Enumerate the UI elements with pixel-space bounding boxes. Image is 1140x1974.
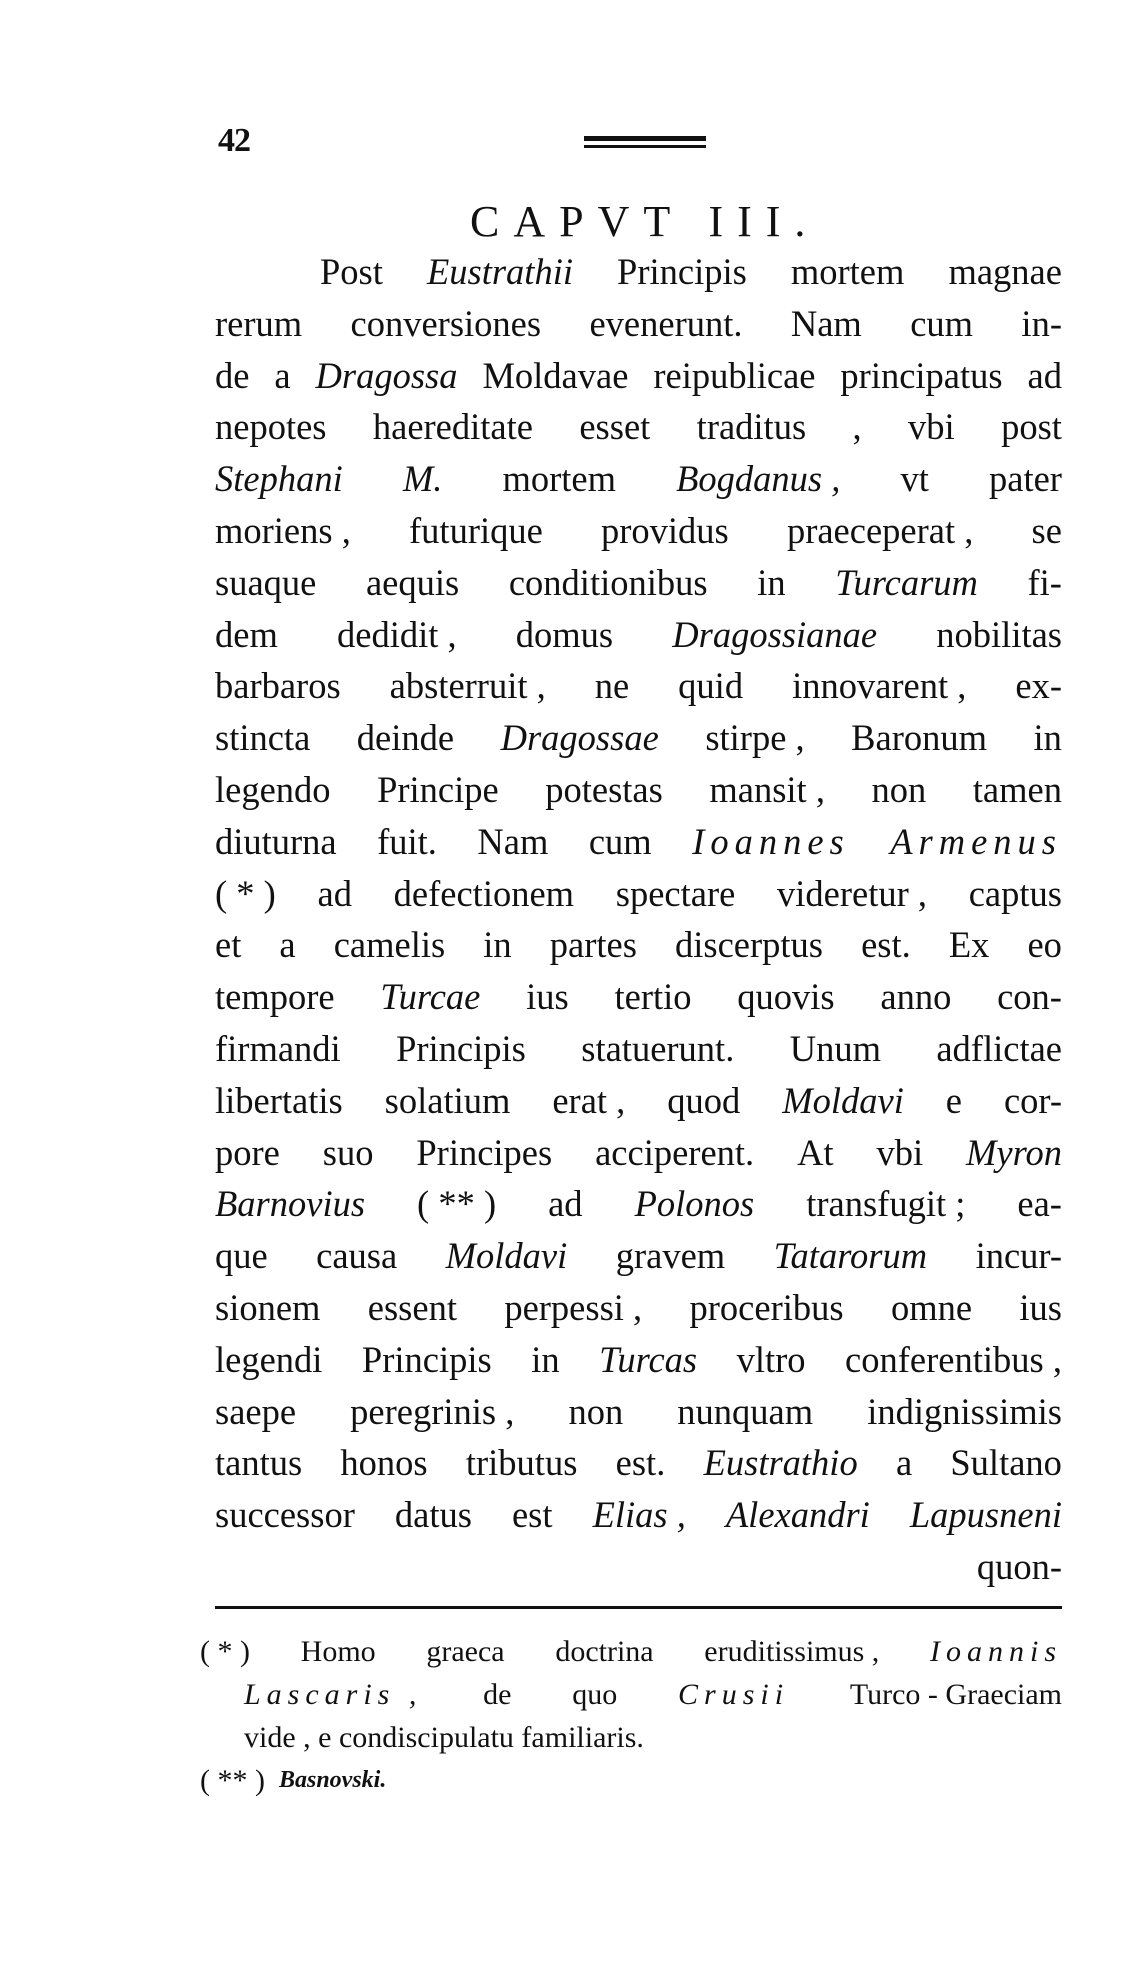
word: futurique (409, 509, 543, 551)
word: partes (549, 924, 637, 966)
text-line (215, 1023, 1062, 1075)
header-ornament-rule (584, 136, 706, 150)
word: quovis (737, 976, 835, 1018)
footnote-word: eruditissimus , (704, 1635, 880, 1668)
word: moriens , (215, 509, 351, 551)
word: in (1033, 717, 1062, 759)
footnotes-block (200, 1630, 1062, 1802)
word: Post (320, 251, 383, 292)
word: fuit. (377, 820, 437, 862)
text-line (215, 868, 1062, 920)
word: ius (526, 976, 569, 1018)
text-line (215, 453, 1062, 505)
word: Principe (377, 768, 499, 810)
footnote-1-line-3 (200, 1716, 1062, 1759)
word: esset (579, 406, 651, 448)
text-line (215, 350, 1062, 402)
word: Principes (416, 1131, 553, 1173)
word: non (568, 1390, 624, 1432)
word: haereditate (372, 406, 533, 448)
word: Principis (617, 251, 747, 292)
word: legendo (215, 768, 331, 810)
word: vbi (908, 406, 955, 448)
word: conversiones (350, 302, 542, 344)
text-line (215, 505, 1062, 557)
text-line (215, 1489, 1062, 1541)
word: principatus (840, 354, 1003, 396)
word: conditionibus (508, 561, 708, 603)
text-line (215, 401, 1062, 453)
text-line (215, 1334, 1062, 1386)
word: Armenus (890, 820, 1062, 862)
word: captus (968, 872, 1062, 914)
word: deinde (356, 717, 455, 759)
text-line (215, 971, 1062, 1023)
text-line (215, 712, 1062, 764)
word: mortem (502, 458, 617, 500)
word: domus (515, 613, 614, 655)
word: Turcae (380, 976, 481, 1018)
text-line (215, 764, 1062, 816)
word: Alexandri (725, 1494, 870, 1536)
word: videretur , (777, 872, 928, 914)
word: cum (910, 302, 974, 344)
word: nepotes (215, 406, 327, 448)
word: discerptus (674, 924, 823, 966)
footnote-word: doctrina (555, 1635, 654, 1668)
word: potestas (545, 768, 663, 810)
word: Turcas (599, 1338, 698, 1380)
word: Eustrathio (703, 1442, 858, 1484)
word: peregrinis , (350, 1390, 515, 1432)
word: Myron (966, 1131, 1062, 1173)
text-line (215, 1437, 1062, 1489)
word: nunquam (677, 1390, 814, 1432)
word: Ex (948, 924, 990, 966)
word: solatium (384, 1079, 511, 1121)
word: que (215, 1235, 268, 1277)
footnote-word: Turco - Graeciam (849, 1678, 1062, 1711)
word: Baronum (851, 717, 988, 759)
word: Sultano (950, 1442, 1062, 1484)
text-line (215, 1075, 1062, 1127)
word: praeceperat , (786, 509, 974, 551)
word: fi- (1027, 561, 1062, 603)
word: magnae (948, 251, 1062, 292)
word: con- (997, 976, 1062, 1018)
word: successor (215, 1494, 355, 1536)
word: vbi (876, 1131, 924, 1173)
word: nobilitas (936, 613, 1062, 655)
word: , (852, 406, 862, 448)
word: Dragossa (315, 354, 458, 396)
text-line (215, 246, 1062, 298)
text-line (215, 1386, 1062, 1438)
word: ad (548, 1183, 583, 1225)
word: eo (1027, 924, 1062, 966)
word: Ioannes (692, 820, 850, 862)
word: Unum (789, 1027, 881, 1069)
word: est. (615, 1442, 666, 1484)
word: absterruit , (389, 665, 546, 707)
word: adflictae (936, 1027, 1062, 1069)
word: providus (601, 509, 729, 551)
word: ad (317, 872, 352, 914)
word: tertio (614, 976, 692, 1018)
word: quid (678, 665, 744, 707)
word: in- (1021, 302, 1062, 344)
footnote-word: quo (572, 1678, 618, 1711)
word: Eustrathii (426, 251, 573, 292)
footnote-word: graeca (426, 1635, 505, 1668)
word: suaque (215, 561, 317, 603)
footnote-word: Crusii (678, 1678, 790, 1711)
word: innovarent , (792, 665, 967, 707)
word: ( * ) (215, 872, 276, 914)
text-line (215, 1541, 1062, 1593)
footnote-word: Lascaris , (244, 1678, 423, 1711)
word: Bogdanus , (676, 458, 841, 500)
word: est. (861, 924, 911, 966)
word: in (483, 924, 512, 966)
word: honos (340, 1442, 428, 1484)
text-line (215, 1127, 1062, 1179)
word: evenerunt. (589, 302, 743, 344)
word: a (895, 1442, 913, 1484)
word: aequis (365, 561, 460, 603)
word: libertatis (215, 1079, 343, 1121)
text-line (215, 919, 1062, 971)
footnote-2-marker: ( ** ) (200, 1764, 265, 1797)
word: in (757, 561, 786, 603)
word: pore (215, 1131, 280, 1173)
footnote-1-line-2 (200, 1673, 1062, 1716)
word: tributus (465, 1442, 578, 1484)
word: Moldavi (782, 1079, 904, 1121)
word: stirpe , (705, 717, 805, 759)
word: et (215, 924, 242, 966)
word: mortem (790, 251, 905, 292)
word: traditus (696, 406, 807, 448)
word: mansit , (709, 768, 825, 810)
word: Moldavae (482, 354, 629, 396)
word: stincta (215, 717, 311, 759)
word: Lapusneni (909, 1494, 1062, 1536)
word: transfugit ; (806, 1183, 966, 1225)
text-line (215, 298, 1062, 350)
word: At (797, 1131, 834, 1173)
word: e (945, 1079, 962, 1121)
word: Stephani (215, 458, 343, 500)
footnote-1-line-1 (200, 1630, 1062, 1673)
text-line (215, 1282, 1062, 1334)
word: incur- (975, 1235, 1062, 1277)
word: firmandi (215, 1027, 341, 1069)
footnote-word: Homo (300, 1635, 376, 1668)
word: Principis (361, 1338, 492, 1380)
word: conferentibus , (845, 1338, 1062, 1380)
word: diuturna (215, 820, 337, 862)
word: Nam (790, 302, 862, 344)
word: quod (667, 1079, 741, 1121)
word: erat , (552, 1079, 626, 1121)
word: spectare (615, 872, 736, 914)
footnote-word: vide , e condiscipulatu familiaris. (244, 1721, 644, 1754)
word: quon- (976, 1545, 1062, 1587)
footnote-word: de (483, 1678, 512, 1711)
text-line (215, 660, 1062, 712)
word: vltro (736, 1338, 806, 1380)
footnote-word: Ioannis (930, 1635, 1062, 1668)
text-line (215, 557, 1062, 609)
footnote-2 (200, 1759, 1062, 1802)
word: saepe (215, 1390, 297, 1432)
word: ad (1027, 354, 1062, 396)
word: a (279, 924, 296, 966)
header-rule-thick (584, 136, 706, 141)
text-line (215, 1230, 1062, 1282)
page-number: 42 (218, 122, 250, 159)
word: Turcarum (835, 561, 978, 603)
word: dedidit , (337, 613, 457, 655)
word: Barnovius (215, 1183, 366, 1225)
word: Principis (396, 1027, 526, 1069)
footnote-1-marker: ( * ) (200, 1635, 250, 1668)
main-text-block (215, 246, 1062, 1593)
footnote-2-text: Basnovski. (278, 1767, 387, 1793)
word: suo (322, 1131, 374, 1173)
word: in (531, 1338, 560, 1380)
word: se (1031, 509, 1062, 551)
word: ne (594, 665, 630, 707)
word: omne (890, 1286, 973, 1328)
word: sionem (215, 1286, 321, 1328)
word: ex- (1015, 665, 1062, 707)
word: est (511, 1494, 553, 1536)
word: ea- (1017, 1183, 1062, 1225)
footnote-separator (215, 1606, 1062, 1609)
word: camelis (333, 924, 446, 966)
word: M. (402, 458, 443, 500)
text-line (215, 816, 1062, 868)
chapter-title: CAPVT III. (470, 197, 820, 246)
word: post (1001, 406, 1062, 448)
word: acciperent. (595, 1131, 755, 1173)
word: a (274, 354, 291, 396)
word: Moldavi (445, 1235, 568, 1277)
word: defectionem (393, 872, 575, 914)
word: indignissimis (867, 1390, 1062, 1432)
word: pater (989, 458, 1062, 500)
word: anno (880, 976, 952, 1018)
word: Dragossianae (672, 613, 878, 655)
word: reipublicae (653, 354, 816, 396)
word: barbaros (215, 665, 341, 707)
word: tempore (215, 976, 335, 1018)
word: Dragossae (500, 717, 659, 759)
word: causa (316, 1235, 398, 1277)
word: Tatarorum (773, 1235, 928, 1277)
text-line (215, 1178, 1062, 1230)
word: vt (900, 458, 929, 500)
word: perpessi , (504, 1286, 643, 1328)
word: gravem (615, 1235, 726, 1277)
word: cor- (1003, 1079, 1062, 1121)
word: Polonos (634, 1183, 755, 1225)
word: non (871, 768, 927, 810)
word: tamen (972, 768, 1062, 810)
word: Elias , (592, 1494, 686, 1536)
header-rule-thin (584, 145, 706, 148)
word: tantus (215, 1442, 303, 1484)
word: essent (367, 1286, 457, 1328)
word: legendi (215, 1338, 323, 1380)
word: ( ** ) (417, 1183, 497, 1225)
word: cum (588, 820, 652, 862)
word: rerum (215, 302, 303, 344)
word: datus (394, 1494, 472, 1536)
word: dem (215, 613, 278, 655)
word: Nam (477, 820, 549, 862)
word: proceribus (689, 1286, 844, 1328)
text-line (215, 609, 1062, 661)
word: ius (1019, 1286, 1062, 1328)
word: de (215, 354, 250, 396)
word: statuerunt. (581, 1027, 735, 1069)
